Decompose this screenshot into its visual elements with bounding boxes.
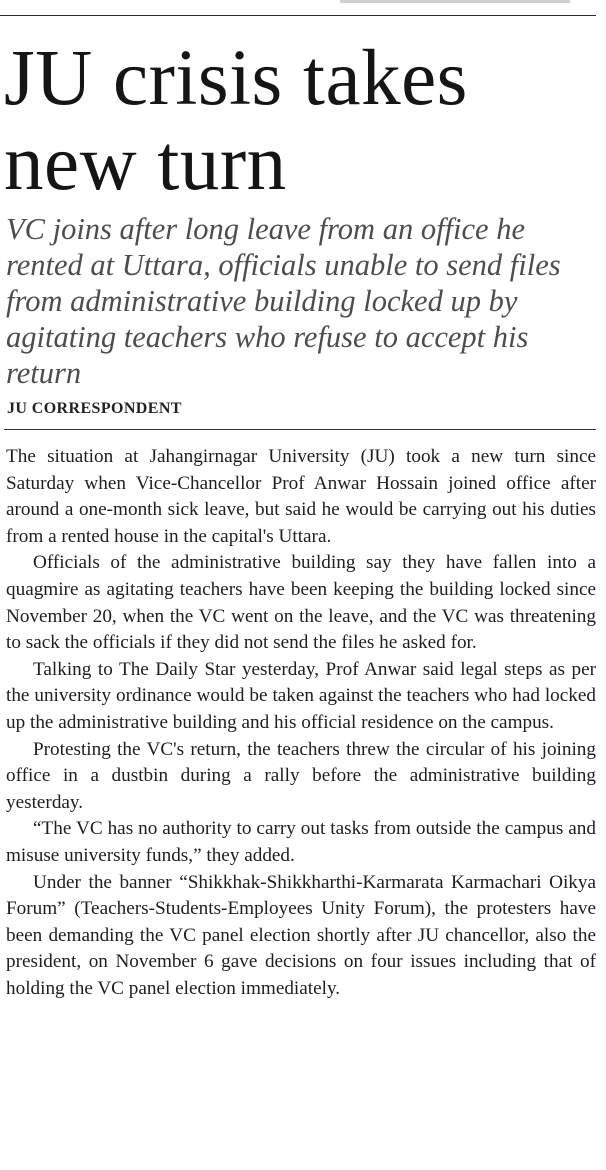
headline: JU crisis takes new turn (4, 35, 468, 207)
article-body (6, 444, 596, 1002)
top-accent-bar (340, 0, 570, 3)
paragraph: “The VC has no authority to carry out tasks from outside the campus and misuse university funds,” they added. (6, 818, 596, 866)
paragraph: Under the banner “Shikkhak-Shikkharthi-Karmarata Karmachari Oikya Forum” (Teachers-Students-Employees Unity Forum), the protesters have been demanding the VC panel election shortly after JU chancellor, also the president, on November 6 gave decisions on four issues including that of holding the VC panel election immediately. (6, 871, 596, 999)
byline-divider (4, 429, 596, 430)
top-divider (0, 15, 596, 16)
paragraph: The situation at Jahangirnagar University (JU) took a new turn since Saturday when Vice-Chancellor Prof Anwar Hossain joined office after around a one-month sick leave, but said he would be carrying out his duties from a rented house in the capital's Uttara. (6, 446, 596, 547)
byline: JU CORRESPONDENT (7, 400, 182, 417)
subheadline: VC joins after long leave from an office he rented at Uttara, officials unable to send files from administrative building locked up by agitating teachers who refuse to accept his return (6, 212, 561, 390)
paragraph: Officials of the administrative building say they have fallen into a quagmire as agitating teachers have been keeping the building locked since November 20, when the VC went on the leave, and the VC was threatening to sack the officials if they did not send the files he asked for. (6, 552, 596, 654)
paragraph: Talking to The Daily Star yesterday, Prof Anwar said legal steps as per the university ordinance would be taken against the teachers who had locked up the administrative building and his official residence on the campus. (6, 658, 596, 733)
paragraph: Protesting the VC's return, the teachers threw the circular of his joining office in a dustbin during a rally before the administrative building yesterday. (6, 738, 596, 813)
